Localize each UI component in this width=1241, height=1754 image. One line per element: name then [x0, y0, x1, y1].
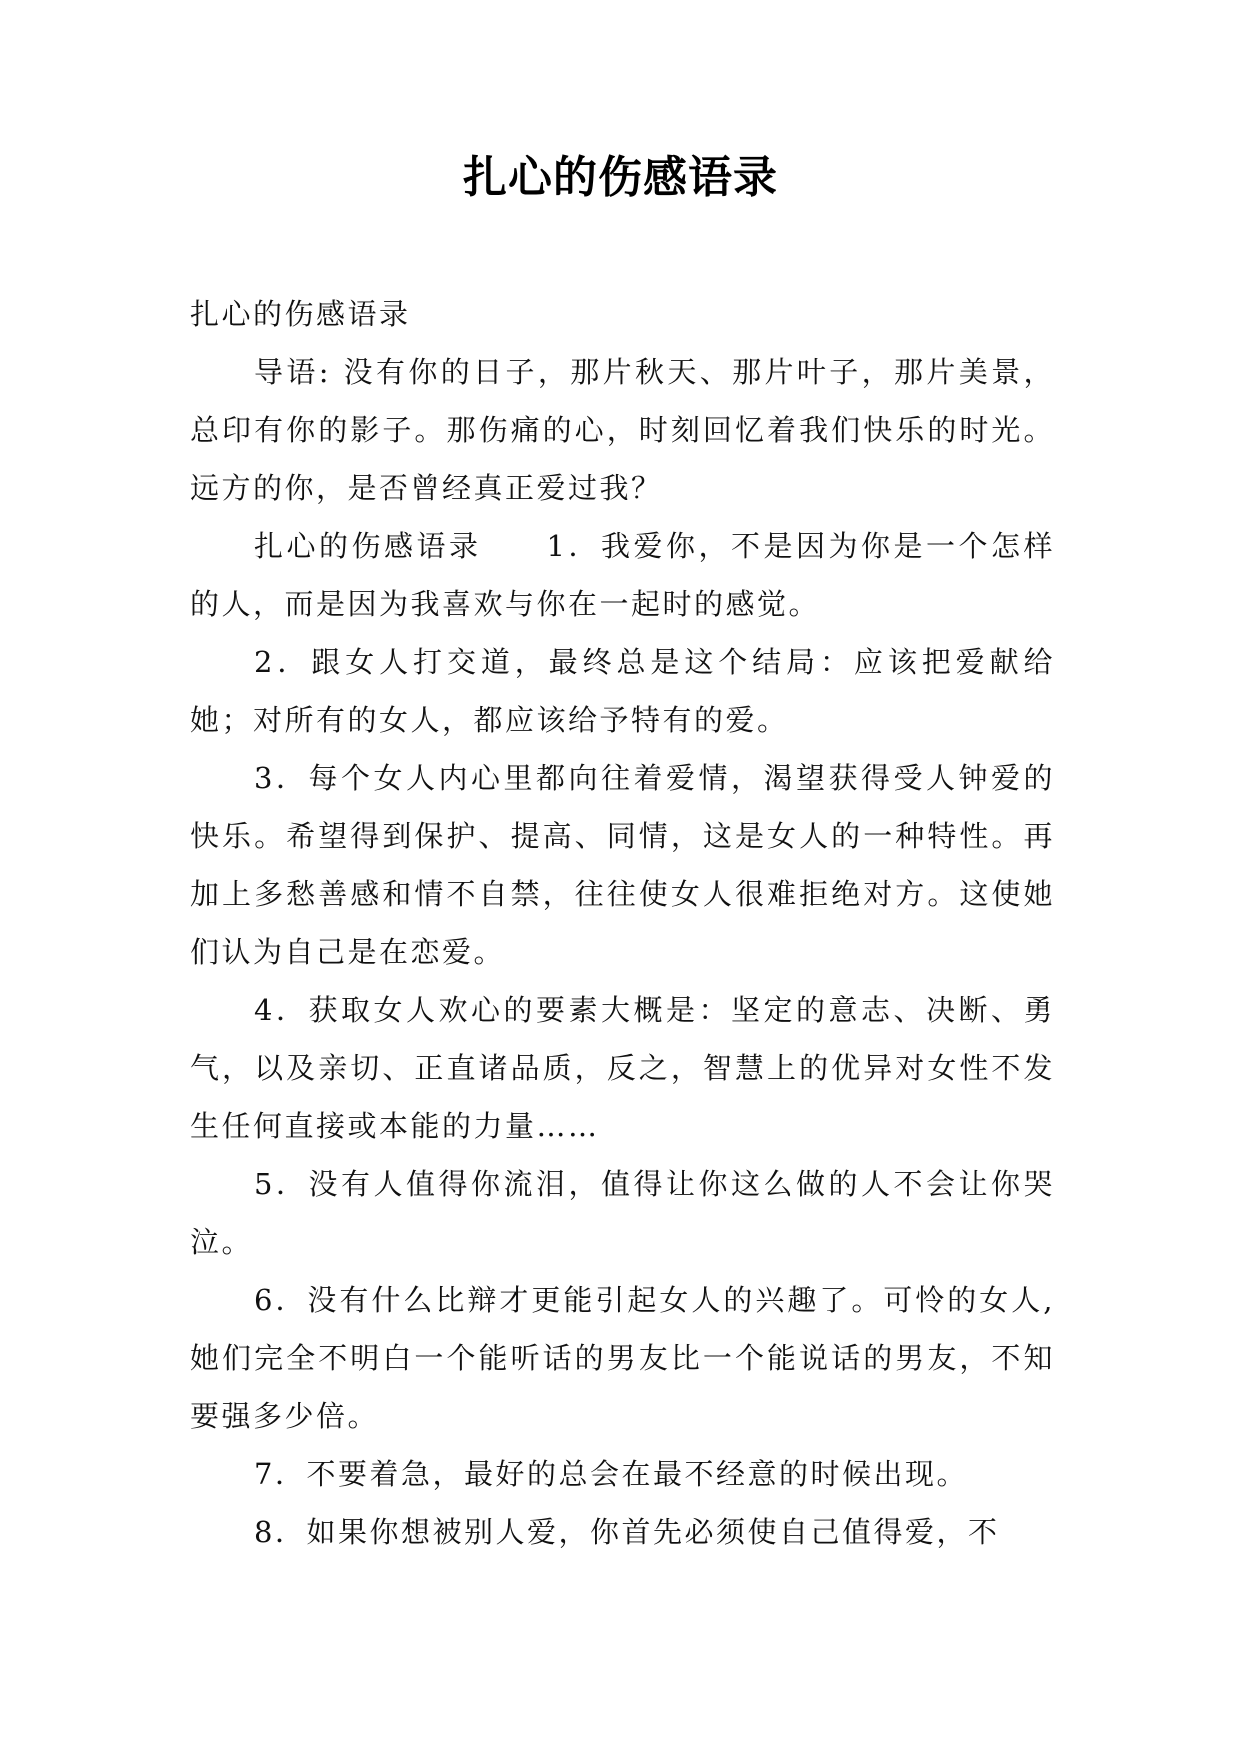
body-heading: 扎心的伤感语录: [190, 297, 411, 331]
document-body: [190, 285, 1055, 1561]
quote-paragraph-2: 2．跟女人打交道，最终总是这个结局：应该把爱献给她；对所有的女人，都应该给予特有的爱。: [190, 645, 1055, 737]
quote-paragraph-3: 3．每个女人内心里都向往着爱情，渴望获得受人钟爱的快乐。希望得到保护、提高、同情，这是女人的一种特性。再加上多愁善感和情不自禁，往往使女人很难拒绝对方。这使她们认为自己是在恋爱。: [190, 761, 1055, 969]
quote-paragraph-8: 8．如果你想被别人爱，你首先必须使自己值得爱，不: [254, 1515, 1000, 1549]
quote-paragraph-1: 扎心的伤感语录 1．我爱你，不是因为你是一个怎样的人，而是因为我喜欢与你在一起时的感觉。: [190, 529, 1055, 621]
quote-paragraph-4: 4．获取女人欢心的要素大概是：坚定的意志、决断、勇气，以及亲切、正直诸品质，反之，智慧上的优异对女性不发生任何直接或本能的力量……: [190, 993, 1055, 1143]
intro-paragraph: 导语: 没有你的日子，那片秋天、那片叶子，那片美景，总印有你的影子。那伤痛的心，时刻回忆着我们快乐的时光。远方的你，是否曾经真正爱过我？: [190, 355, 1055, 505]
quote-paragraph-6: 6．没有什么比辩才更能引起女人的兴趣了。可怜的女人,她们完全不明白一个能听话的男友比一个能说话的男友，不知要强多少倍。: [190, 1283, 1055, 1433]
document-title: 扎心的伤感语录: [463, 152, 778, 203]
quote-paragraph-7: 7．不要着急，最好的总会在最不经意的时候出现。: [254, 1457, 968, 1491]
quote-paragraph-5: 5．没有人值得你流泪，值得让你这么做的人不会让你哭泣。: [190, 1167, 1055, 1259]
